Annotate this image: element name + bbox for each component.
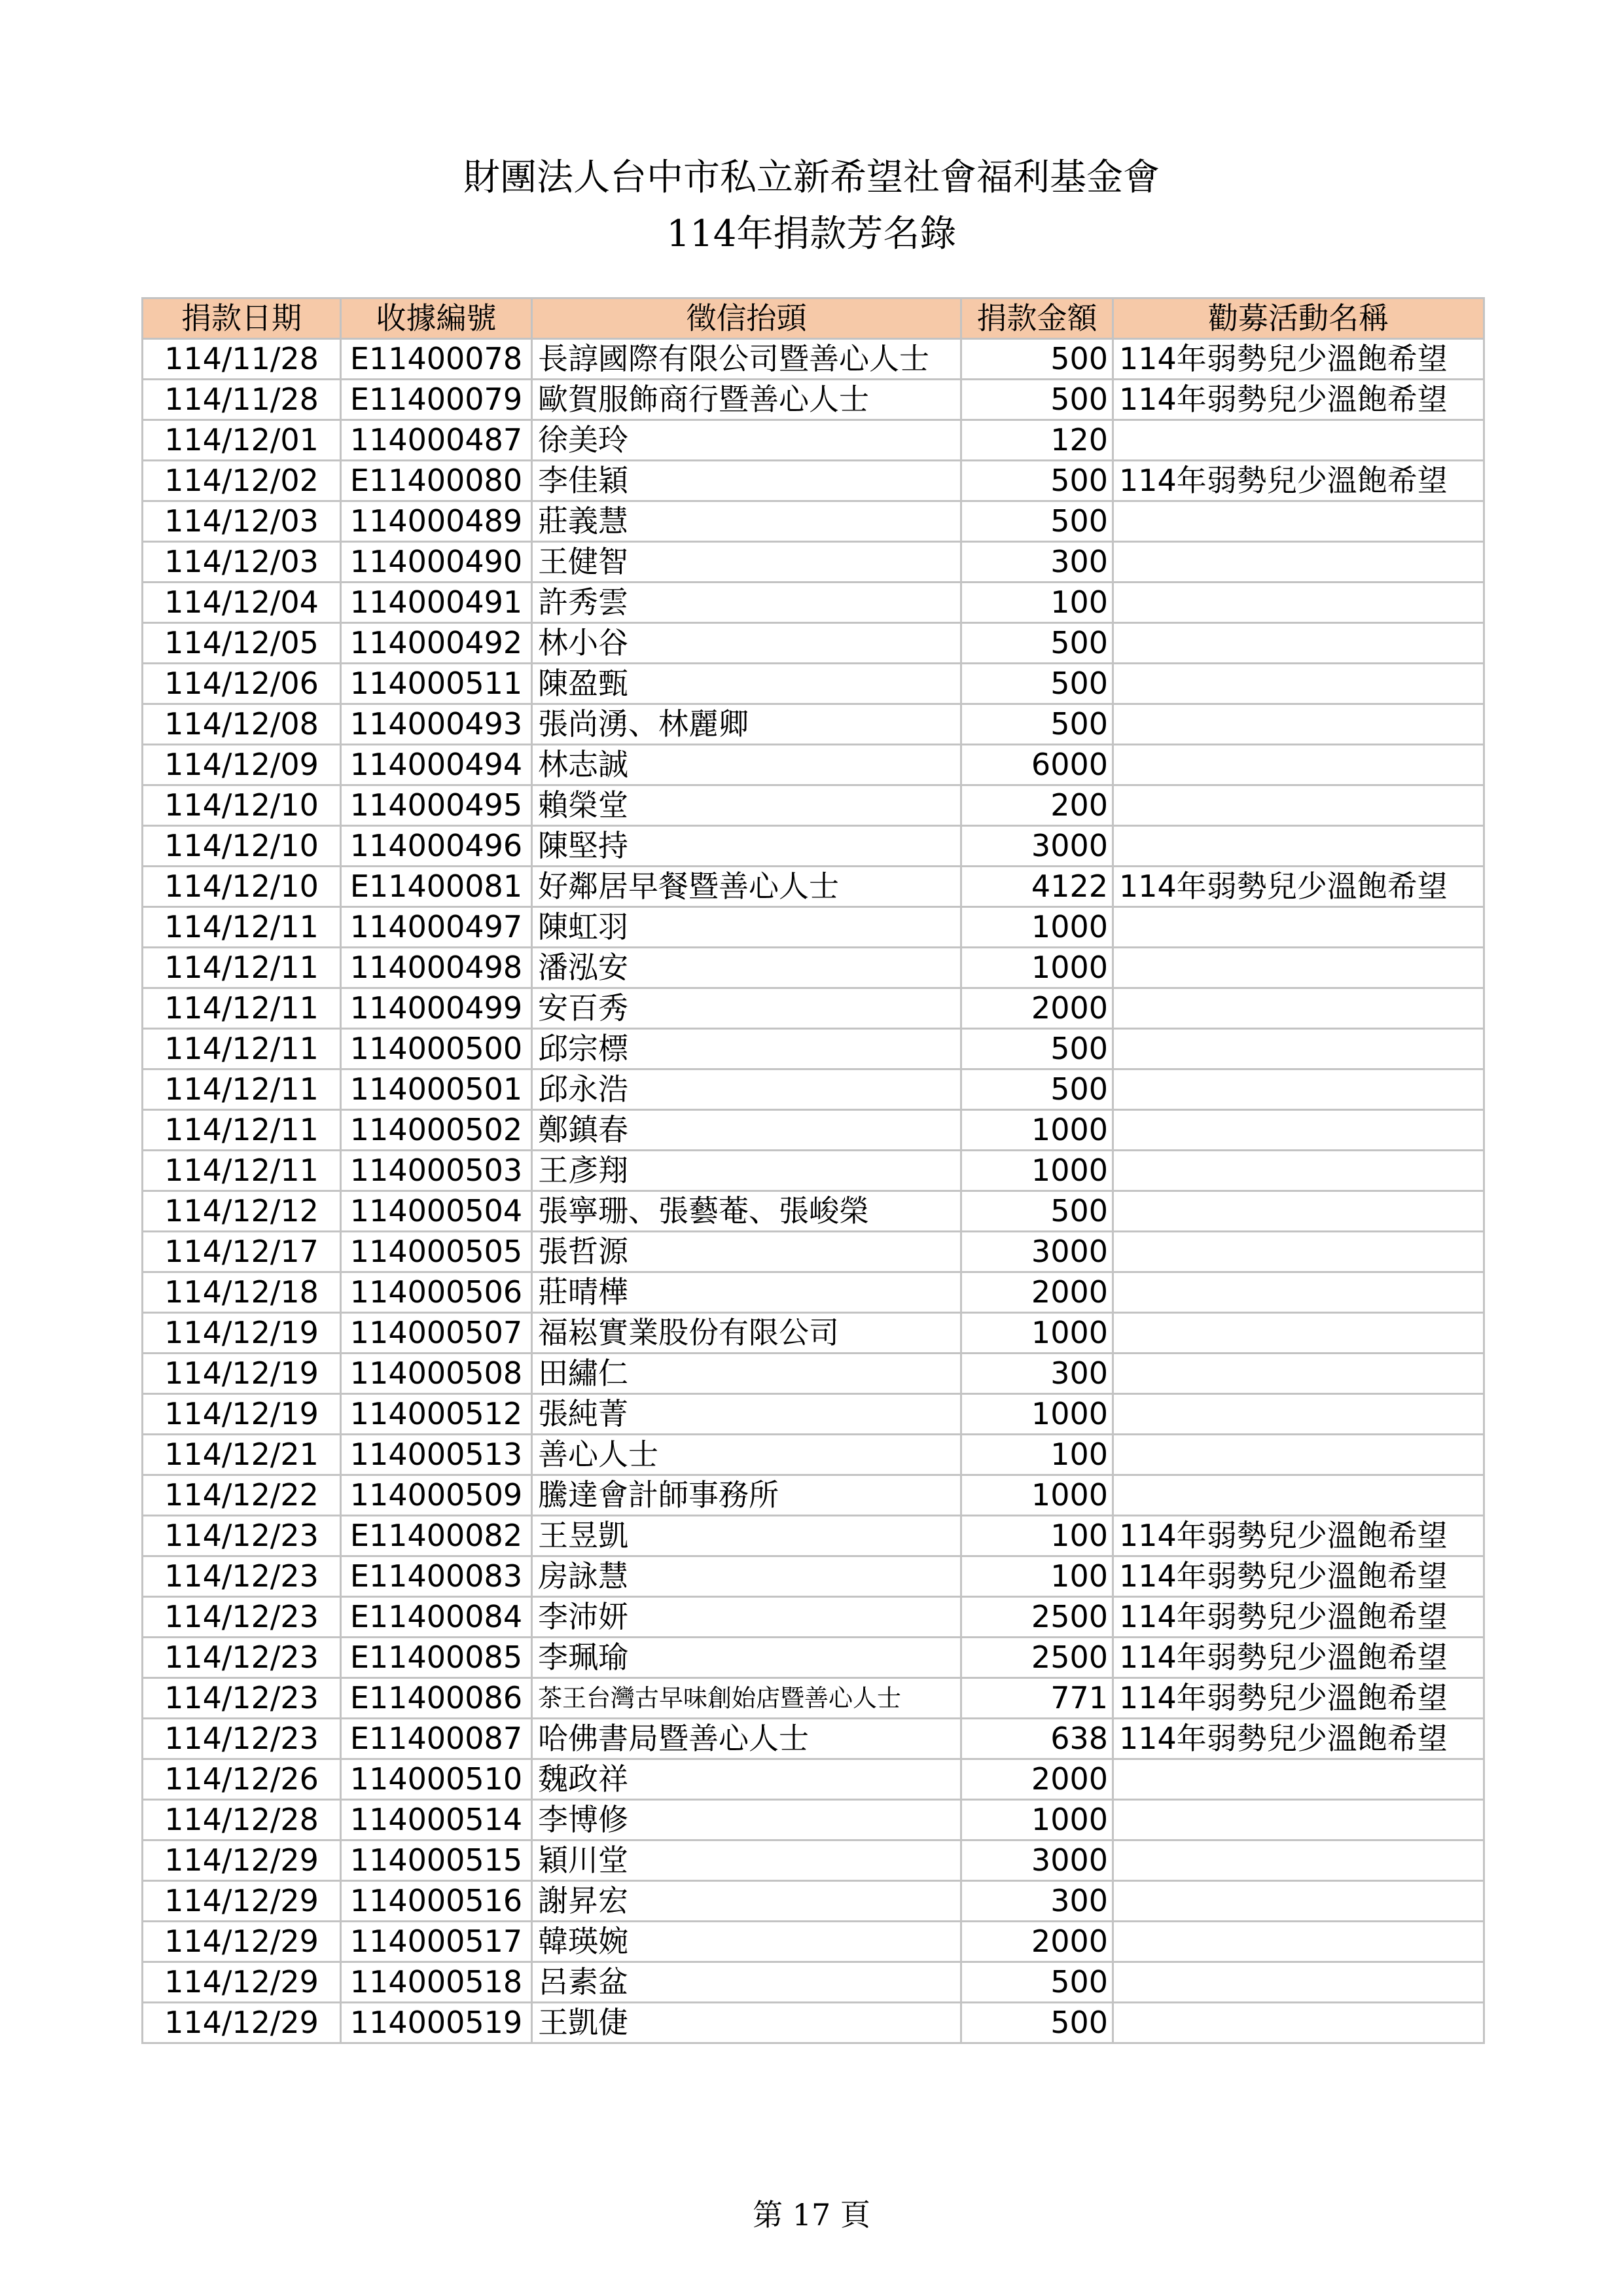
cell-event [1113, 1029, 1484, 1069]
cell-receipt: E11400078 [341, 339, 532, 380]
cell-name: 穎川堂 [532, 1840, 961, 1881]
cell-event [1113, 623, 1484, 664]
cell-event [1113, 988, 1484, 1029]
cell-date: 114/11/28 [143, 380, 341, 420]
cell-receipt: 114000491 [341, 583, 532, 623]
table-row [143, 1516, 1484, 1556]
cell-receipt: 114000502 [341, 1110, 532, 1151]
table-row [143, 867, 1484, 907]
cell-name: 邱宗標 [532, 1029, 961, 1069]
cell-date: 114/12/06 [143, 664, 341, 704]
cell-name: 李博修 [532, 1800, 961, 1840]
cell-receipt: E11400083 [341, 1556, 532, 1597]
cell-name: 鄭鎮春 [532, 1110, 961, 1151]
cell-date: 114/12/26 [143, 1759, 341, 1800]
cell-amount: 3000 [961, 1840, 1113, 1881]
table-row [143, 1354, 1484, 1394]
cell-name: 騰達會計師事務所 [532, 1475, 961, 1516]
cell-date: 114/12/03 [143, 542, 341, 583]
cell-receipt: 114000516 [341, 1881, 532, 1922]
cell-amount: 2500 [961, 1638, 1113, 1678]
cell-amount: 500 [961, 1962, 1113, 2003]
cell-date: 114/12/12 [143, 1191, 341, 1232]
cell-amount: 500 [961, 704, 1113, 745]
cell-name: 安百秀 [532, 988, 961, 1029]
cell-name: 潘泓安 [532, 948, 961, 988]
cell-event [1113, 1313, 1484, 1354]
cell-date: 114/12/22 [143, 1475, 341, 1516]
table-row [143, 583, 1484, 623]
cell-name: 李珮瑜 [532, 1638, 961, 1678]
table-row [143, 1191, 1484, 1232]
cell-receipt: 114000508 [341, 1354, 532, 1394]
table-row [143, 704, 1484, 745]
cell-event [1113, 1475, 1484, 1516]
cell-date: 114/12/19 [143, 1313, 341, 1354]
cell-receipt: E11400086 [341, 1678, 532, 1719]
cell-date: 114/12/08 [143, 704, 341, 745]
cell-name: 張寧珊、張藝菴、張峻榮 [532, 1191, 961, 1232]
cell-event: 114年弱勢兒少溫飽希望 [1113, 1597, 1484, 1638]
table-row [143, 1029, 1484, 1069]
cell-date: 114/12/11 [143, 1069, 341, 1110]
cell-event: 114年弱勢兒少溫飽希望 [1113, 1516, 1484, 1556]
cell-date: 114/12/11 [143, 1029, 341, 1069]
cell-amount: 200 [961, 785, 1113, 826]
cell-name: 善心人士 [532, 1435, 961, 1475]
cell-receipt: 114000517 [341, 1922, 532, 1962]
table-row [143, 948, 1484, 988]
table-row [143, 542, 1484, 583]
donation-table [141, 297, 1485, 2044]
cell-amount: 100 [961, 1556, 1113, 1597]
cell-receipt: E11400081 [341, 867, 532, 907]
cell-date: 114/12/10 [143, 785, 341, 826]
cell-event [1113, 826, 1484, 867]
cell-amount: 500 [961, 664, 1113, 704]
cell-name: 李佳穎 [532, 461, 961, 501]
cell-event [1113, 501, 1484, 542]
cell-receipt: E11400085 [341, 1638, 532, 1678]
cell-date: 114/12/23 [143, 1678, 341, 1719]
cell-name: 福崧實業股份有限公司 [532, 1313, 961, 1354]
cell-name: 長諄國際有限公司暨善心人士 [532, 339, 961, 380]
cell-receipt: 114000511 [341, 664, 532, 704]
cell-receipt: E11400080 [341, 461, 532, 501]
cell-event: 114年弱勢兒少溫飽希望 [1113, 339, 1484, 380]
table-body [143, 339, 1484, 2043]
cell-name: 邱永浩 [532, 1069, 961, 1110]
cell-date: 114/12/11 [143, 1110, 341, 1151]
cell-name: 徐美玲 [532, 420, 961, 461]
cell-receipt: 114000489 [341, 501, 532, 542]
cell-event [1113, 1881, 1484, 1922]
cell-amount: 638 [961, 1719, 1113, 1759]
cell-amount: 100 [961, 1516, 1113, 1556]
cell-name: 房詠慧 [532, 1556, 961, 1597]
cell-amount: 3000 [961, 826, 1113, 867]
cell-amount: 500 [961, 623, 1113, 664]
cell-event [1113, 1394, 1484, 1435]
cell-date: 114/12/28 [143, 1800, 341, 1840]
cell-amount: 2000 [961, 1272, 1113, 1313]
cell-event [1113, 948, 1484, 988]
table-row [143, 664, 1484, 704]
cell-receipt: 114000510 [341, 1759, 532, 1800]
cell-date: 114/12/11 [143, 948, 341, 988]
cell-date: 114/12/19 [143, 1394, 341, 1435]
document-subtitle: 114年捐款芳名錄 [666, 213, 957, 255]
cell-date: 114/12/02 [143, 461, 341, 501]
cell-amount: 300 [961, 1354, 1113, 1394]
cell-amount: 2500 [961, 1597, 1113, 1638]
page-number: 第 17 頁 [753, 2197, 870, 2233]
cell-name: 謝昇宏 [532, 1881, 961, 1922]
table-row [143, 1962, 1484, 2003]
cell-receipt: E11400084 [341, 1597, 532, 1638]
cell-amount: 500 [961, 1191, 1113, 1232]
table-row [143, 1151, 1484, 1191]
table-header-row [143, 298, 1484, 339]
cell-receipt: 114000505 [341, 1232, 532, 1272]
cell-date: 114/12/17 [143, 1232, 341, 1272]
table-row [143, 1110, 1484, 1151]
cell-name: 林小谷 [532, 623, 961, 664]
cell-event [1113, 1151, 1484, 1191]
cell-event [1113, 664, 1484, 704]
cell-receipt: 114000514 [341, 1800, 532, 1840]
cell-date: 114/12/10 [143, 867, 341, 907]
table-row [143, 380, 1484, 420]
cell-event [1113, 1962, 1484, 2003]
cell-name: 林志誠 [532, 745, 961, 785]
cell-receipt: 114000487 [341, 420, 532, 461]
cell-name: 莊義慧 [532, 501, 961, 542]
cell-name: 陳盈甄 [532, 664, 961, 704]
cell-event: 114年弱勢兒少溫飽希望 [1113, 1638, 1484, 1678]
cell-name: 哈佛書局暨善心人士 [532, 1719, 961, 1759]
table-row [143, 1638, 1484, 1678]
column-header-receipt: 收據編號 [341, 298, 532, 339]
cell-date: 114/12/29 [143, 1881, 341, 1922]
cell-receipt: 114000512 [341, 1394, 532, 1435]
cell-receipt: 114000519 [341, 2003, 532, 2043]
cell-event [1113, 420, 1484, 461]
cell-date: 114/12/11 [143, 907, 341, 948]
cell-receipt: 114000498 [341, 948, 532, 988]
cell-event [1113, 542, 1484, 583]
cell-date: 114/12/21 [143, 1435, 341, 1475]
cell-receipt: 114000513 [341, 1435, 532, 1475]
cell-event: 114年弱勢兒少溫飽希望 [1113, 1719, 1484, 1759]
cell-amount: 771 [961, 1678, 1113, 1719]
table-row [143, 1881, 1484, 1922]
cell-receipt: 114000499 [341, 988, 532, 1029]
cell-amount: 2000 [961, 1759, 1113, 1800]
cell-name: 許秀雲 [532, 583, 961, 623]
cell-name: 陳虹羽 [532, 907, 961, 948]
cell-receipt: 114000492 [341, 623, 532, 664]
table-row [143, 826, 1484, 867]
cell-receipt: 114000518 [341, 1962, 532, 2003]
cell-amount: 500 [961, 1029, 1113, 1069]
cell-event [1113, 907, 1484, 948]
cell-receipt: E11400082 [341, 1516, 532, 1556]
cell-date: 114/12/01 [143, 420, 341, 461]
cell-date: 114/12/29 [143, 2003, 341, 2043]
cell-name: 張尚湧、林麗卿 [532, 704, 961, 745]
cell-receipt: E11400087 [341, 1719, 532, 1759]
cell-amount: 500 [961, 461, 1113, 501]
cell-event [1113, 1922, 1484, 1962]
cell-receipt: 114000497 [341, 907, 532, 948]
cell-amount: 1000 [961, 907, 1113, 948]
cell-date: 114/12/18 [143, 1272, 341, 1313]
cell-date: 114/12/23 [143, 1719, 341, 1759]
table-row [143, 420, 1484, 461]
cell-name: 莊晴樺 [532, 1272, 961, 1313]
table-row [143, 339, 1484, 380]
table-row [143, 1394, 1484, 1435]
cell-event [1113, 745, 1484, 785]
document-title: 財團法人台中市私立新希望社會福利基金會 [463, 156, 1160, 199]
cell-date: 114/12/11 [143, 1151, 341, 1191]
cell-name: 田繡仁 [532, 1354, 961, 1394]
cell-date: 114/11/28 [143, 339, 341, 380]
cell-date: 114/12/29 [143, 1840, 341, 1881]
cell-amount: 1000 [961, 1151, 1113, 1191]
cell-amount: 1000 [961, 1313, 1113, 1354]
column-header-date: 捐款日期 [143, 298, 341, 339]
table-row [143, 988, 1484, 1029]
table-row [143, 785, 1484, 826]
cell-event [1113, 1435, 1484, 1475]
cell-date: 114/12/23 [143, 1638, 341, 1678]
cell-name: 王健智 [532, 542, 961, 583]
cell-event [1113, 1759, 1484, 1800]
cell-name: 好鄰居早餐暨善心人士 [532, 867, 961, 907]
cell-receipt: 114000507 [341, 1313, 532, 1354]
table-row [143, 1922, 1484, 1962]
cell-event: 114年弱勢兒少溫飽希望 [1113, 1556, 1484, 1597]
cell-date: 114/12/09 [143, 745, 341, 785]
cell-amount: 300 [961, 542, 1113, 583]
cell-amount: 500 [961, 339, 1113, 380]
cell-name: 魏政祥 [532, 1759, 961, 1800]
cell-receipt: 114000500 [341, 1029, 532, 1069]
cell-amount: 500 [961, 380, 1113, 420]
cell-date: 114/12/05 [143, 623, 341, 664]
cell-date: 114/12/19 [143, 1354, 341, 1394]
cell-event: 114年弱勢兒少溫飽希望 [1113, 867, 1484, 907]
table-row [143, 1556, 1484, 1597]
cell-receipt: 114000509 [341, 1475, 532, 1516]
cell-receipt: 114000504 [341, 1191, 532, 1232]
table-row [143, 907, 1484, 948]
cell-event [1113, 2003, 1484, 2043]
cell-receipt: 114000506 [341, 1272, 532, 1313]
cell-date: 114/12/10 [143, 826, 341, 867]
cell-event [1113, 785, 1484, 826]
cell-name: 呂素盆 [532, 1962, 961, 2003]
table-row [143, 1800, 1484, 1840]
cell-name: 韓瑛婉 [532, 1922, 961, 1962]
cell-name: 王凱倢 [532, 2003, 961, 2043]
cell-amount: 100 [961, 583, 1113, 623]
cell-amount: 120 [961, 420, 1113, 461]
cell-name: 歐賀服飾商行暨善心人士 [532, 380, 961, 420]
table-row [143, 1232, 1484, 1272]
cell-name: 賴榮堂 [532, 785, 961, 826]
table-row [143, 1678, 1484, 1719]
cell-name: 茶王台灣古早味創始店暨善心人士 [532, 1678, 961, 1719]
cell-amount: 2000 [961, 1922, 1113, 1962]
cell-event: 114年弱勢兒少溫飽希望 [1113, 461, 1484, 501]
cell-event: 114年弱勢兒少溫飽希望 [1113, 1678, 1484, 1719]
cell-date: 114/12/23 [143, 1516, 341, 1556]
cell-date: 114/12/23 [143, 1556, 341, 1597]
column-header-name: 徵信抬頭 [532, 298, 961, 339]
cell-event: 114年弱勢兒少溫飽希望 [1113, 380, 1484, 420]
cell-date: 114/12/29 [143, 1962, 341, 2003]
cell-amount: 500 [961, 2003, 1113, 2043]
cell-event [1113, 1191, 1484, 1232]
cell-date: 114/12/03 [143, 501, 341, 542]
table-row [143, 623, 1484, 664]
table-row [143, 1475, 1484, 1516]
cell-name: 王彥翔 [532, 1151, 961, 1191]
cell-name: 陳堅持 [532, 826, 961, 867]
cell-receipt: 114000493 [341, 704, 532, 745]
cell-event [1113, 1110, 1484, 1151]
cell-amount: 1000 [961, 1475, 1113, 1516]
table-row [143, 2003, 1484, 2043]
cell-amount: 100 [961, 1435, 1113, 1475]
cell-receipt: E11400079 [341, 380, 532, 420]
cell-receipt: 114000515 [341, 1840, 532, 1881]
cell-event [1113, 1232, 1484, 1272]
cell-amount: 300 [961, 1881, 1113, 1922]
cell-event [1113, 1069, 1484, 1110]
table-row [143, 1597, 1484, 1638]
cell-receipt: 114000501 [341, 1069, 532, 1110]
column-header-amount: 捐款金額 [961, 298, 1113, 339]
cell-name: 李沛妍 [532, 1597, 961, 1638]
cell-name: 張純菁 [532, 1394, 961, 1435]
cell-amount: 1000 [961, 948, 1113, 988]
table-row [143, 1435, 1484, 1475]
table-row [143, 461, 1484, 501]
cell-event [1113, 1840, 1484, 1881]
table-row [143, 1313, 1484, 1354]
cell-amount: 4122 [961, 867, 1113, 907]
cell-amount: 2000 [961, 988, 1113, 1029]
cell-date: 114/12/11 [143, 988, 341, 1029]
cell-receipt: 114000503 [341, 1151, 532, 1191]
cell-amount: 6000 [961, 745, 1113, 785]
table-row [143, 501, 1484, 542]
cell-date: 114/12/04 [143, 583, 341, 623]
cell-receipt: 114000495 [341, 785, 532, 826]
cell-event [1113, 583, 1484, 623]
table-row [143, 1272, 1484, 1313]
table-row [143, 1840, 1484, 1881]
cell-name: 王昱凱 [532, 1516, 961, 1556]
cell-date: 114/12/29 [143, 1922, 341, 1962]
cell-amount: 1000 [961, 1110, 1113, 1151]
cell-receipt: 114000496 [341, 826, 532, 867]
cell-receipt: 114000494 [341, 745, 532, 785]
cell-receipt: 114000490 [341, 542, 532, 583]
cell-event [1113, 1354, 1484, 1394]
table-row [143, 745, 1484, 785]
cell-amount: 1000 [961, 1800, 1113, 1840]
table-row [143, 1719, 1484, 1759]
cell-date: 114/12/23 [143, 1597, 341, 1638]
table-row [143, 1069, 1484, 1110]
column-header-event: 勸募活動名稱 [1113, 298, 1484, 339]
cell-amount: 500 [961, 501, 1113, 542]
cell-amount: 500 [961, 1069, 1113, 1110]
cell-amount: 3000 [961, 1232, 1113, 1272]
cell-amount: 1000 [961, 1394, 1113, 1435]
table-row [143, 1759, 1484, 1800]
cell-name: 張哲源 [532, 1232, 961, 1272]
cell-event [1113, 704, 1484, 745]
cell-event [1113, 1272, 1484, 1313]
cell-event [1113, 1800, 1484, 1840]
